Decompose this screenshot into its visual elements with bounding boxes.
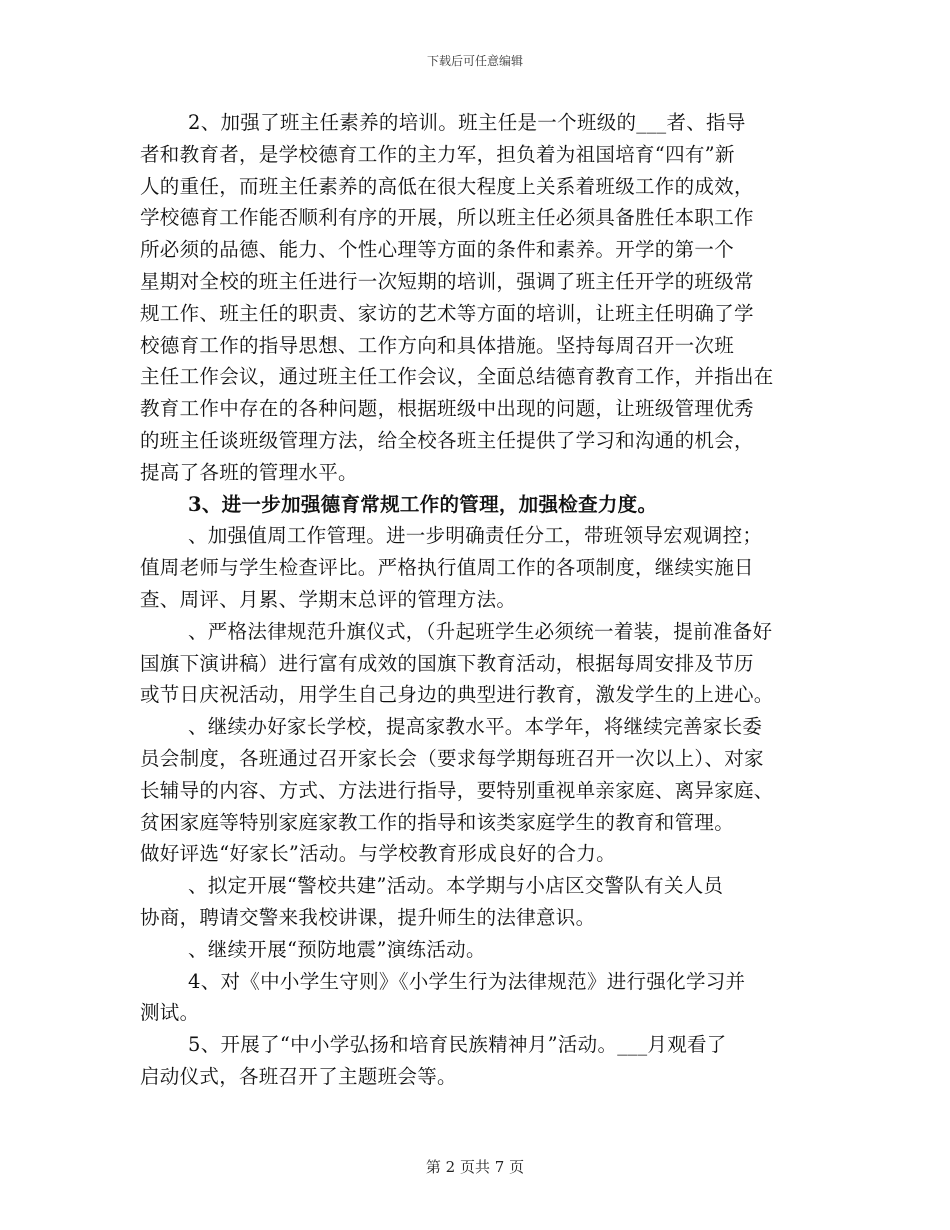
body-text-line: 或节日庆祝活动，用学生自己身边的典型进行教育，激发学生的上进心。 — [140, 683, 774, 707]
body-text-line: 4、对《中小学生守则》《小学生行为法律规范》进行强化学习并 — [188, 969, 746, 993]
body-text-line: 员会制度，各班通过召开家长会（要求每学期每班召开一次以上）、对家 — [140, 746, 764, 770]
body-text-line: 5、开展了“中小学弘扬和培育民族精神月”活动。___月观看了 — [188, 1033, 727, 1057]
body-text-line: 国旗下演讲稿）进行富有成效的国旗下教育活动，根据每周安排及节历 — [140, 651, 754, 675]
body-text-line: 贫困家庭等特别家庭家教工作的指导和该类家庭学生的教育和管理。 — [140, 810, 735, 834]
body-text-line: 教育工作中存在的各种问题，根据班级中出现的问题，让班级管理优秀 — [140, 397, 754, 421]
body-text-line: 规工作、班主任的职责、家访的艺术等方面的培训，让班主任明确了学 — [140, 301, 754, 325]
body-text-line: 、严格法律规范升旗仪式，（升起班学生必须统一着装，提前准备好 — [188, 619, 773, 643]
body-text-line: 启动仪式，各班召开了主题班会等。 — [140, 1064, 457, 1088]
section-heading-line: 3、进一步加强德育常规工作的管理，加强检查力度。 — [188, 492, 658, 516]
body-text-line: 2、加强了班主任素养的培训。班主任是一个班级的___者、指导 — [188, 111, 746, 134]
body-text-line: 值周老师与学生检查评比。严格执行值周工作的各项制度，继续实施日 — [140, 556, 754, 580]
body-text-line: 、继续办好家长学校，提高家教水平。本学年，将继续完善家长委 — [188, 715, 763, 739]
body-text-line: 长辅导的内容、方式、方法进行指导，要特别重视单亲家庭、离异家庭、 — [140, 778, 774, 802]
body-text-line: 的班主任谈班级管理方法，给全校各班主任提供了学习和沟通的机会， — [140, 428, 754, 452]
page-header-note: 下载后可任意编辑 — [426, 54, 523, 68]
body-text-line: 所必须的品德、能力、个性心理等方面的条件和素养。开学的第一个 — [140, 238, 735, 262]
body-text-line: 测试。 — [140, 1001, 200, 1025]
body-text-line: 做好评选“好家长”活动。与学校教育形成良好的合力。 — [140, 842, 616, 866]
body-text-line: 提高了各班的管理水平。 — [140, 460, 358, 484]
page-number: 第 2 页共 7 页 — [425, 1158, 525, 1176]
body-text-line: 校德育工作的指导思想、工作方向和具体措施。坚持每周召开一次班 — [140, 333, 735, 357]
body-text-line: 、加强值周工作管理。进一步明确责任分工，带班领导宏观调控； — [188, 524, 763, 548]
body-text-line: 查、周评、月累、学期末总评的管理方法。 — [140, 587, 517, 611]
document-body — [140, 107, 815, 1093]
body-text-line: 学校德育工作能否顺利有序的开展，所以班主任必须具备胜任本职工作 — [140, 206, 754, 230]
body-text-line: 人的重任，而班主任素养的高低在很大程度上关系着班级工作的成效， — [140, 174, 754, 198]
body-text-line: 星期对全校的班主任进行一次短期的培训，强调了班主任开学的班级常 — [140, 269, 754, 293]
body-text-line: 、拟定开展“警校共建”活动。本学期与小店区交警队有关人员 — [188, 874, 724, 898]
body-text-line: 协商，聘请交警来我校讲课，提升师生的法律意识。 — [140, 905, 596, 929]
body-text-line: 主任工作会议，通过班主任工作会议，全面总结德育教育工作，并指出在 — [140, 365, 774, 389]
body-text-line: 者和教育者，是学校德育工作的主力军，担负着为祖国培育“四有”新 — [140, 142, 735, 166]
body-text-line: 、继续开展“预防地震”演练活动。 — [188, 937, 486, 961]
